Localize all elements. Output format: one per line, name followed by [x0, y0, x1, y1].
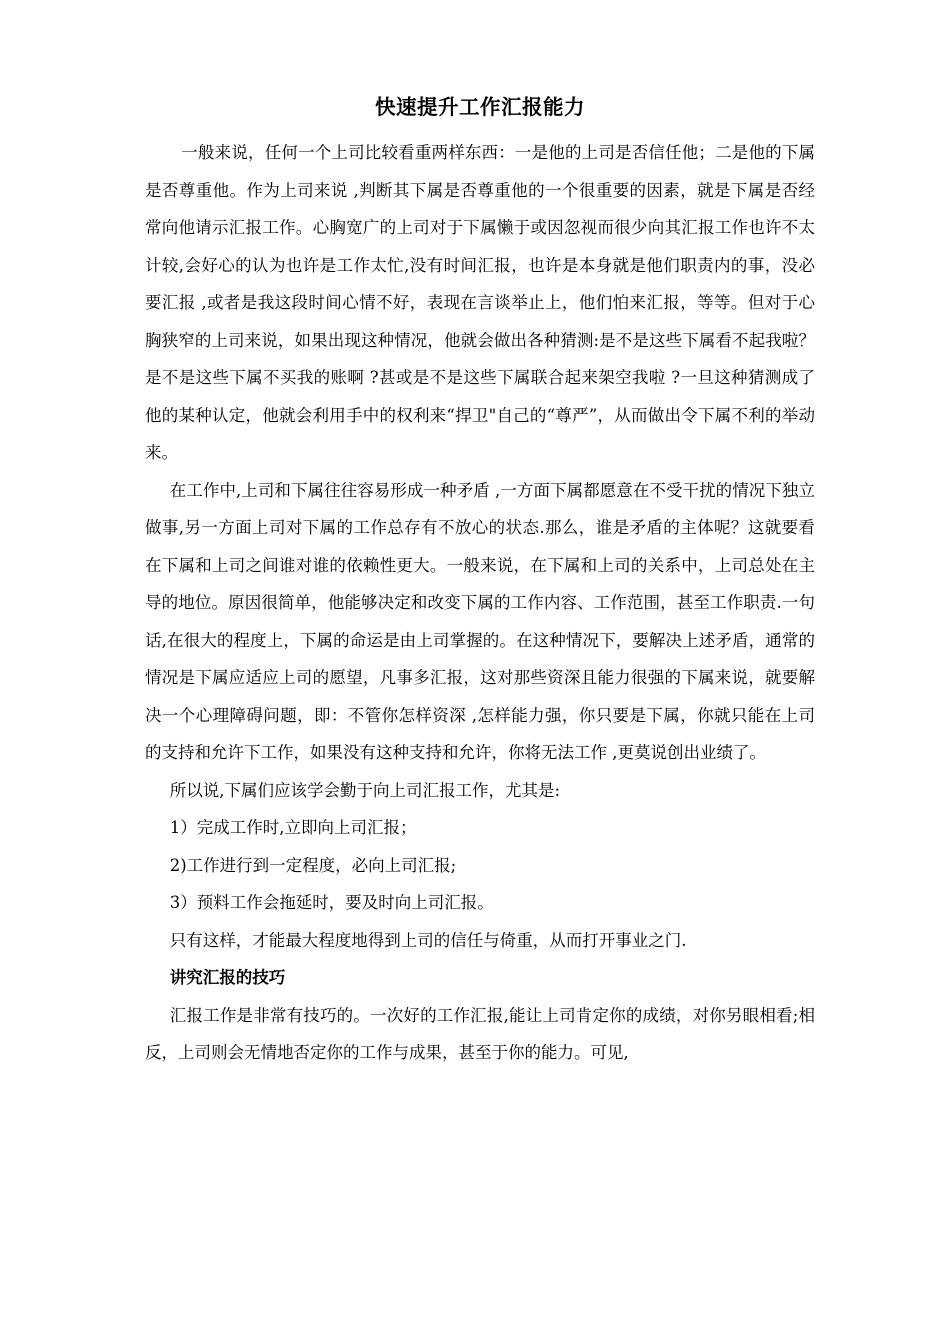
list-item-2: 2)工作进行到一定程度，必向上司汇报; — [169, 855, 457, 875]
paragraph-conflict: 在工作中,上司和下属往往容易形成一种矛盾 ,一方面下属都愿意在不受干扰的情况下独立做事,另一方面上司对下属的工作总存有不放心的状态.那么，谁是矛盾的主体呢？这就要看在下属和上司之间谁对谁的依赖性更大。一般来说，在下属和上司的关系中，上司总处在主导的地位。原因很简单，他能够决定和改变下属的工作内容、工作范围，甚至工作职责.一句话,在很大的程度上，下属的命运是由上司掌握的。在这种情况下，要解决上述矛盾，通常的情况是下属应适应上司的愿望，凡事多汇报，这对那些资深且能力很强的下属来说，就要解决一个心理障碍问题，即：不管你怎样资深 ,怎样能力强，你只要是下属，你就只能在上司的支持和允许下工作，如果没有这种支持和允许，你将无法工作 ,更莫说创出业绩了。 — [145, 480, 815, 762]
document-page — [145, 92, 815, 1072]
list-item-3: 3）预料工作会拖延时，要及时向上司汇报。 — [169, 893, 494, 912]
paragraph-summary: 只有这样，才能最大程度地得到上司的信任与倚重，从而打开事业之门. — [169, 930, 687, 950]
paragraph-intro: 一般来说，任何一个上司比较看重两样东西：一是他的上司是否信任他；二是他的下属是否尊重他。作为上司来说 ,判断其下属是否尊重他的一个很重要的因素，就是下属是否经常向他请示汇报工作。心胸宽广的上司对于下属懒于或因忽视而很少向其汇报工作也许不太计较,会好心的认为也许是工作太忙,没有时间汇报，也许是本身就是他们职责内的事，没必要汇报 ,或者是我这段时间心情不好，表现在言谈举止上，他们怕来汇报，等等。但对于心胸狭窄的上司来说，如果出现这种情况，他就会做出各种猜测:是不是这些下属看不起我啦？是不是这些下属不买我的账啊 ?甚或是不是这些下属联合起来架空我啦 ?一旦这种猜测成了他的某种认定，他就会利用手中的权利来“捍卫"自己的“尊严”，从而做出令下属不利的举动来。 — [145, 143, 815, 462]
paragraph-conclusion-lead: 所以说,下属们应该学会勤于向上司汇报工作，尤其是: — [169, 780, 561, 800]
section-heading: 讲究汇报的技巧 — [169, 968, 286, 987]
list-item-1: 1）完成工作时,立即向上司汇报； — [169, 818, 417, 837]
document-title: 快速提升工作汇报能力 — [375, 95, 585, 119]
section-paragraph: 汇报工作是非常有技巧的。一次好的工作汇报,能让上司肯定你的成绩，对你另眼相看;相反，上司则会无情地否定你的工作与成果，甚至于你的能力。可见, — [145, 1005, 815, 1062]
